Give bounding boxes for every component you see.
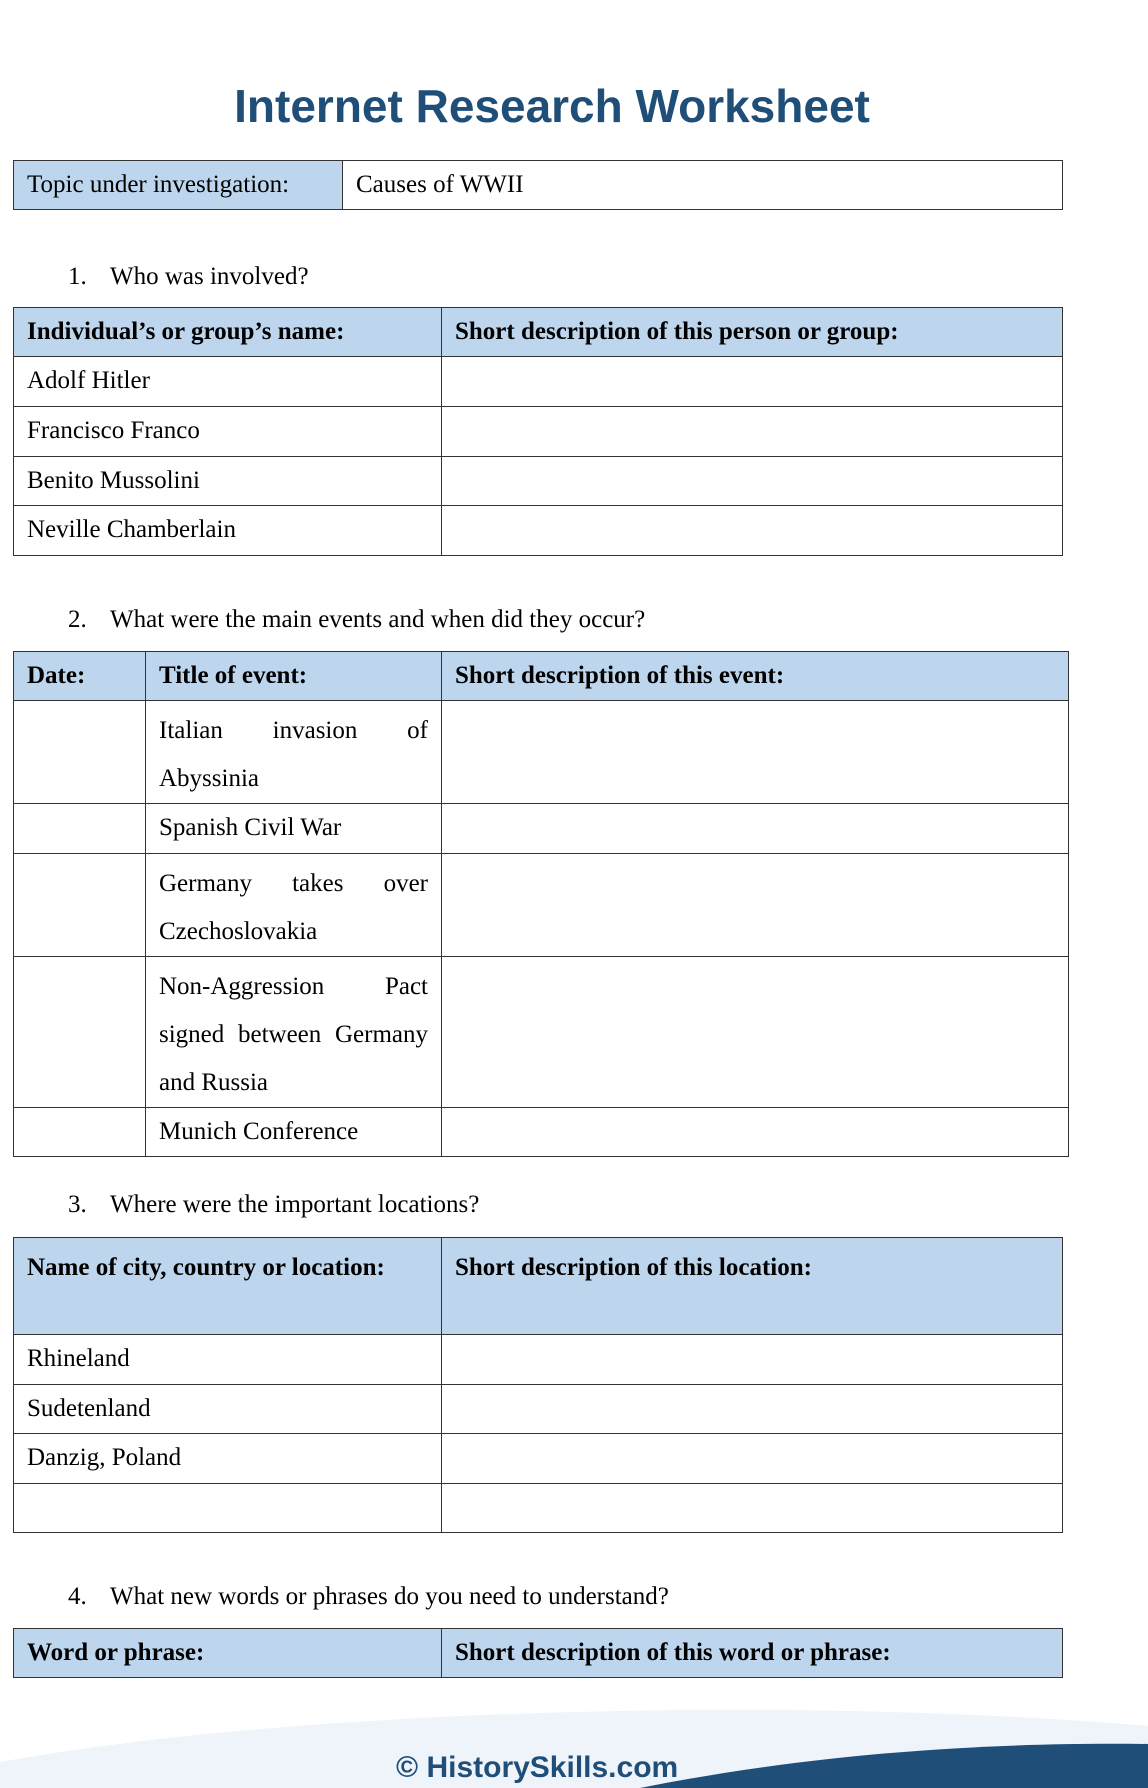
column-header: Short description of this person or group: <box>442 308 1063 357</box>
table-row <box>14 1484 1063 1533</box>
location-cell[interactable] <box>14 1484 442 1533</box>
question-text: What new words or phrases do you need to understand? <box>110 1583 669 1610</box>
date-cell[interactable] <box>14 701 146 804</box>
table-row <box>14 1335 1063 1385</box>
description-cell[interactable] <box>442 804 1069 854</box>
question-1 <box>68 261 309 293</box>
topic-label: Topic under investigation: <box>14 161 343 210</box>
question-4 <box>68 1581 669 1613</box>
people-table <box>13 307 1063 556</box>
event-title-cell: Italian invasion of Abyssinia <box>146 701 442 804</box>
description-cell[interactable] <box>442 1484 1063 1533</box>
location-cell: Danzig, Poland <box>14 1434 442 1484</box>
description-cell[interactable] <box>442 1385 1063 1434</box>
event-title-cell: Germany takes over Czechoslovakia <box>146 854 442 957</box>
column-header: Name of city, country or location: <box>14 1238 442 1335</box>
table-row <box>14 701 1069 804</box>
locations-table <box>13 1237 1063 1533</box>
question-2 <box>68 604 645 636</box>
column-header: Individual’s or group’s name: <box>14 308 442 357</box>
description-cell[interactable] <box>442 1434 1063 1484</box>
name-cell: Benito Mussolini <box>14 457 442 506</box>
page-title: Internet Research Worksheet <box>234 80 870 132</box>
description-cell[interactable] <box>442 701 1069 804</box>
question-number: 4. <box>68 1583 87 1610</box>
question-text: What were the main events and when did they occur? <box>110 606 646 633</box>
topic-table <box>13 160 1063 210</box>
question-number: 2. <box>68 606 87 633</box>
question-number: 3. <box>68 1191 87 1218</box>
question-number: 1. <box>68 263 87 290</box>
date-cell[interactable] <box>14 1108 146 1157</box>
name-cell: Adolf Hitler <box>14 357 442 407</box>
table-row <box>14 1434 1063 1484</box>
table-row <box>14 1108 1069 1157</box>
column-header: Date: <box>14 652 146 701</box>
column-header: Title of event: <box>146 652 442 701</box>
events-table <box>13 651 1069 1157</box>
question-text: Where were the important locations? <box>110 1191 480 1218</box>
table-row <box>14 407 1063 457</box>
vocabulary-table <box>13 1628 1063 1678</box>
description-cell[interactable] <box>442 854 1069 957</box>
table-row <box>14 357 1063 407</box>
date-cell[interactable] <box>14 957 146 1108</box>
description-cell[interactable] <box>442 357 1063 407</box>
location-cell: Sudetenland <box>14 1385 442 1434</box>
event-title-cell: Non-Aggression Pact signed between Germany and Russia <box>146 957 442 1108</box>
table-row <box>14 804 1069 854</box>
table-row <box>14 957 1069 1108</box>
topic-value[interactable]: Causes of WWII <box>343 161 1063 210</box>
question-text: Who was involved? <box>110 263 309 290</box>
footer-copyright[interactable]: © HistorySkills.com <box>396 1751 679 1784</box>
column-header: Short description of this event: <box>442 652 1069 701</box>
column-header: Short description of this location: <box>442 1238 1063 1335</box>
name-cell: Francisco Franco <box>14 407 442 457</box>
description-cell[interactable] <box>442 506 1063 556</box>
event-title-cell: Spanish Civil War <box>146 804 442 854</box>
table-row <box>14 1385 1063 1434</box>
event-title-cell: Munich Conference <box>146 1108 442 1157</box>
description-cell[interactable] <box>442 407 1063 457</box>
date-cell[interactable] <box>14 804 146 854</box>
description-cell[interactable] <box>442 957 1069 1108</box>
description-cell[interactable] <box>442 457 1063 506</box>
description-cell[interactable] <box>442 1335 1063 1385</box>
table-row <box>14 506 1063 556</box>
location-cell: Rhineland <box>14 1335 442 1385</box>
date-cell[interactable] <box>14 854 146 957</box>
table-row <box>14 854 1069 957</box>
name-cell: Neville Chamberlain <box>14 506 442 556</box>
column-header: Short description of this word or phrase: <box>442 1629 1063 1678</box>
column-header: Word or phrase: <box>14 1629 442 1678</box>
table-row <box>14 457 1063 506</box>
description-cell[interactable] <box>442 1108 1069 1157</box>
question-3 <box>68 1189 479 1221</box>
